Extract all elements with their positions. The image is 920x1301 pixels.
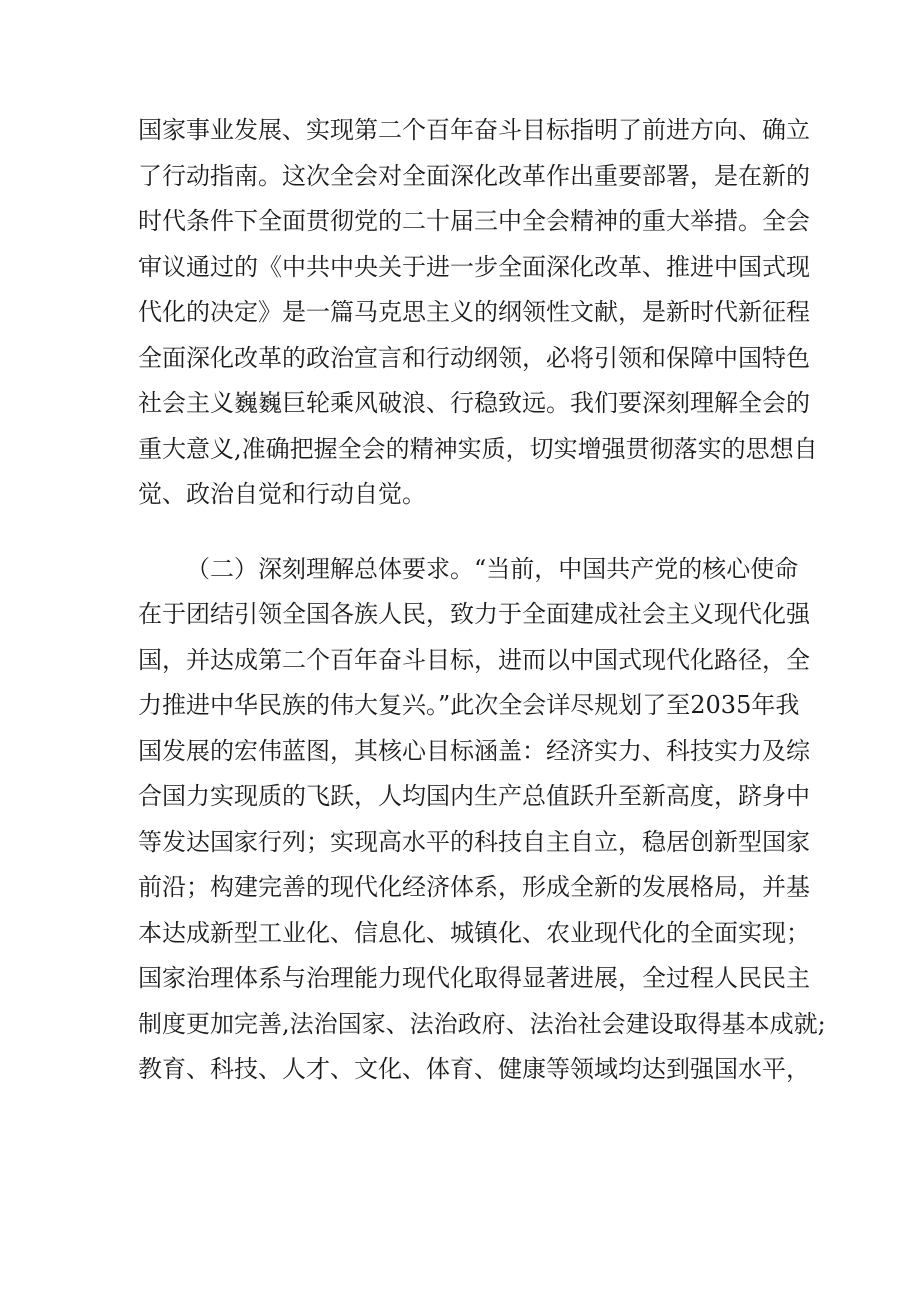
text-line: 前沿；构建完善的现代化经济体系，形成全新的发展格局，并基 [138,873,810,901]
text-line: 全面深化改革的政治宣言和行动纲领，必将引领和保障中国特色 [138,343,810,372]
text-line: 教育、科技、人才、文化、体育、健康等领域均达到强国水平， [138,1055,810,1083]
text-line: 社会主义巍巍巨轮乘风破浪、行稳致远。我们要深刻理解全会的 [138,389,810,417]
text-line: 本达成新型工业化、信息化、城镇化、农业现代化的全面实现； [138,918,810,947]
section-heading-line: （二）深刻理解总体要求。“当前，中国共产党的核心使命 [186,554,799,583]
text-line: 代化的决定》是一篇马克思主义的纲领性文献，是新时代新征程 [138,298,810,326]
text-line: 重大意义,准确把握全会的精神实质，切实增强贯彻落实的思想自 [138,434,818,463]
text-line: 合国力实现质的飞跃，人均国内生产总值跃升至新高度，跻身中 [138,782,810,810]
text-line: 觉、政治自觉和行动自觉。 [138,480,426,508]
paragraph-1 [138,108,818,518]
text-line: 等发达国家行列；实现高水平的科技自主自立，稳居创新型国家 [138,827,810,856]
text-line: 国家事业发展、实现第二个百年奋斗目标指明了前进方向、确立 [138,116,810,144]
text-line: 了行动指南。这次全会对全面深化改革作出重要部署，是在新的 [138,161,810,190]
text-line: 国发展的宏伟蓝图，其核心目标涵盖：经济实力、科技实力及综 [138,736,810,765]
text-line: 制度更加完善,法治国家、法治政府、法治社会建设取得基本成就; [138,1009,826,1038]
text-line: 国家治理体系与治理能力现代化取得显著进展，全过程人民民主 [138,964,810,992]
text-line: 国，并达成第二个百年奋斗目标，进而以中国式现代化路径，全 [138,645,810,674]
paragraph-2 [138,547,826,1093]
paragraph-gap [138,518,786,547]
text-line: 力推进中华民族的伟大复兴。”此次全会详尽规划了至2035年我 [138,691,800,719]
text-line: 时代条件下全面贯彻党的二十届三中全会精神的重大举措。全会 [138,207,810,235]
text-line: 在于团结引领全国各族人民，致力于全面建成社会主义现代化强 [138,600,810,628]
body-text [138,108,826,1093]
text-line: 审议通过的《中共中央关于进一步全面深化改革、推进中国式现 [138,252,810,281]
